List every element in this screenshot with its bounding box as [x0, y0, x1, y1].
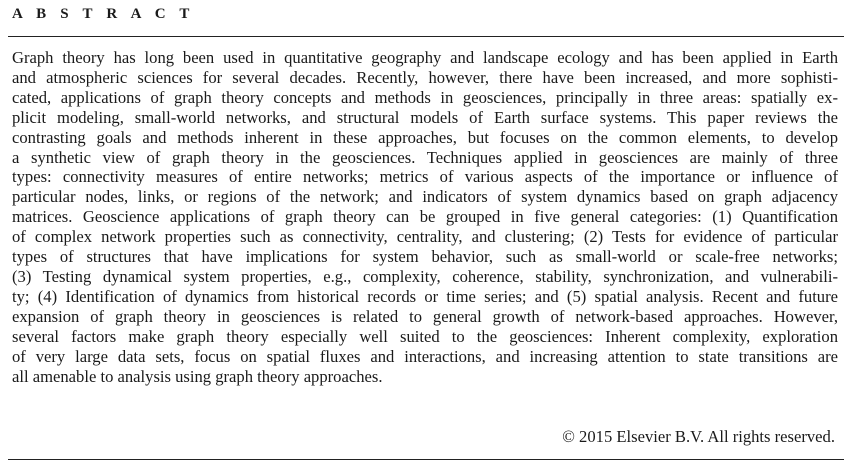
- abstract-line: contrasting goals and methods inherent in these approaches, but focuses on the common elements, to develop: [12, 127, 838, 147]
- abstract-line: plicit modeling, small-world networks, and structural models of Earth surface systems. This paper reviews the: [12, 107, 838, 127]
- abstract-line: Graph theory has long been used in quantitative geography and landscape ecology and has been applied in Earth: [12, 48, 838, 67]
- abstract-line: types: connectivity measures of entire networks; metrics of various aspects of the importance or influence of: [12, 167, 838, 187]
- copyright-notice: © 2015 Elsevier B.V. All rights reserved.: [562, 427, 835, 446]
- abstract-line: cated, applications of graph theory concepts and methods in geosciences, principally in three areas: spatially ex-: [12, 87, 838, 107]
- abstract-line: matrices. Geoscience applications of graph theory can be grouped in five general categories: (1) Quantification: [12, 207, 838, 227]
- abstract-body: [12, 48, 838, 386]
- abstract-line: ty; (4) Identification of dynamics from historical records or time series; and (5) spatial analysis. Recent and future: [12, 286, 838, 306]
- abstract-line: types of structures that have implications for system behavior, such as small-world or scale-free networks;: [12, 247, 838, 267]
- abstract-line: and atmospheric sciences for several decades. Recently, however, there have been increased, and more sophisti-: [12, 67, 838, 87]
- abstract-line: particular nodes, links, or regions of the network; and indicators of system dynamics based on graph adjacency: [12, 187, 838, 207]
- abstract-line: of complex network properties such as connectivity, centrality, and clustering; (2) Tests for evidence of particular: [12, 227, 838, 247]
- abstract-line: of very large data sets, focus on spatial fluxes and interactions, and increasing attention to state transitions are: [12, 346, 838, 366]
- abstract-line: several factors make graph theory especially well suited to the geosciences: Inherent complexity, exploration: [12, 326, 838, 346]
- bottom-rule: [8, 459, 844, 460]
- abstract-line: (3) Testing dynamical system properties, e.g., complexity, coherence, stability, synchronization, and vulnerabili-: [12, 266, 838, 286]
- abstract-line: expansion of graph theory in geosciences is related to general growth of network-based approaches. However,: [12, 306, 838, 326]
- abstract-line: all amenable to analysis using graph theory approaches.: [12, 366, 383, 386]
- top-rule: [8, 36, 844, 37]
- abstract-line: a synthetic view of graph theory in the geosciences. Techniques applied in geosciences are mainly of three: [12, 147, 838, 167]
- abstract-heading: A B S T R A C T: [12, 6, 195, 22]
